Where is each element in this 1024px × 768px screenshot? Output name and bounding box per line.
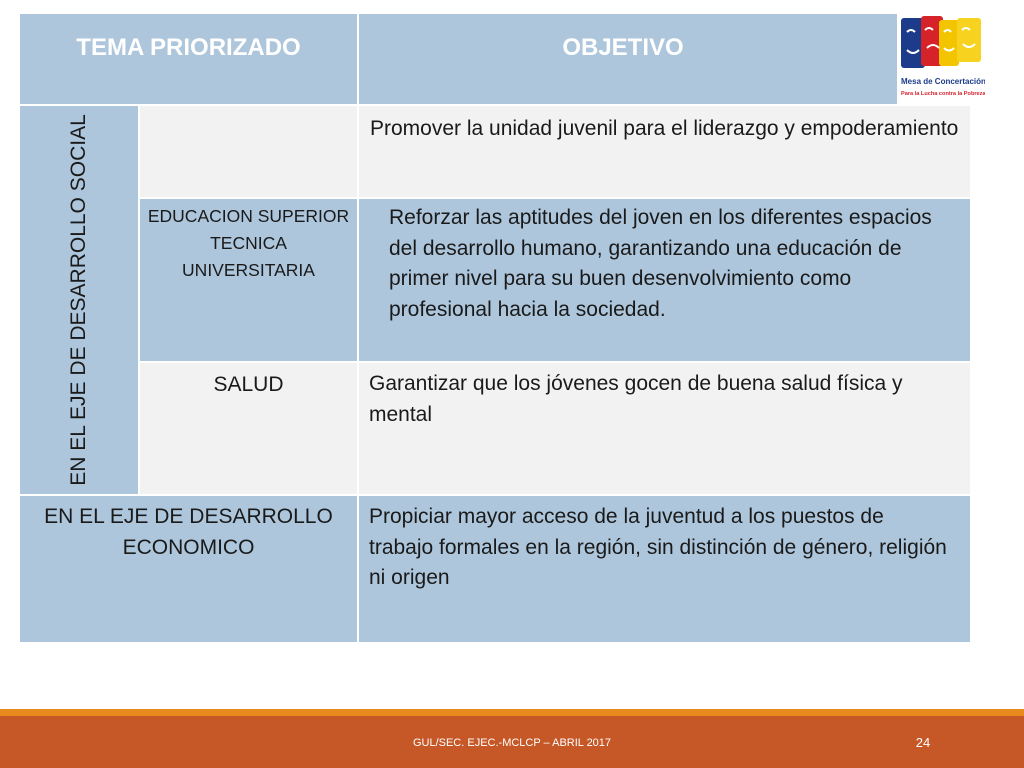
row3-tema-cell xyxy=(140,363,357,494)
logo-subtitle: Para la Lucha contra la Pobreza xyxy=(901,91,985,97)
row3-objetivo: Garantizar que los jóvenes gocen de buena salud física y mental xyxy=(369,372,903,426)
row4-tema: EN EL EJE DE DESARROLLO ECONOMICO xyxy=(44,505,333,559)
row2-tema-cell xyxy=(140,199,357,361)
mesa-concertacion-logo xyxy=(897,14,985,104)
social-group-cell xyxy=(20,106,138,494)
row4-objetivo: Propiciar mayor acceso de la juventud a los puestos de trabajo formales en la región, sin distinción de género, religión ni origen xyxy=(369,505,947,589)
header-objetivo: OBJETIVO xyxy=(562,34,684,61)
row2-tema: EDUCACION SUPERIOR TECNICA UNIVERSITARIA xyxy=(147,206,350,280)
social-group-label: EN EL EJE DE DESARROLLO SOCIAL xyxy=(67,114,91,486)
header-tema-cell xyxy=(20,14,357,104)
header-objetivo-cell xyxy=(359,14,897,104)
mesa-de-concertacion-logo-icon xyxy=(897,14,985,104)
row3-objetivo-cell xyxy=(359,363,970,494)
row4-objetivo-cell xyxy=(359,496,970,642)
row1-objetivo-cell xyxy=(359,106,970,197)
row1-objetivo: Promover la unidad juvenil para el liderazgo y empoderamiento xyxy=(370,117,959,140)
row3-tema: SALUD xyxy=(213,373,284,396)
row4-tema-cell xyxy=(20,496,357,642)
row1-tema-cell xyxy=(140,106,357,197)
header-tema: TEMA PRIORIZADO xyxy=(76,34,301,61)
footer-text: GUL/SEC. EJEC.-MCLCP – ABRIL 2017 xyxy=(412,737,612,749)
page-number: 24 xyxy=(915,735,931,750)
logo-title: Mesa de Concertación xyxy=(901,77,985,86)
footer-accent-line xyxy=(0,709,1024,716)
row2-objetivo-cell xyxy=(359,199,970,361)
row2-objetivo: Reforzar las aptitudes del joven en los diferentes espacios del desarrollo humano, garantizando una educación de primer nivel para su buen desenvolvimiento como profesional hacia la sociedad. xyxy=(389,206,932,321)
